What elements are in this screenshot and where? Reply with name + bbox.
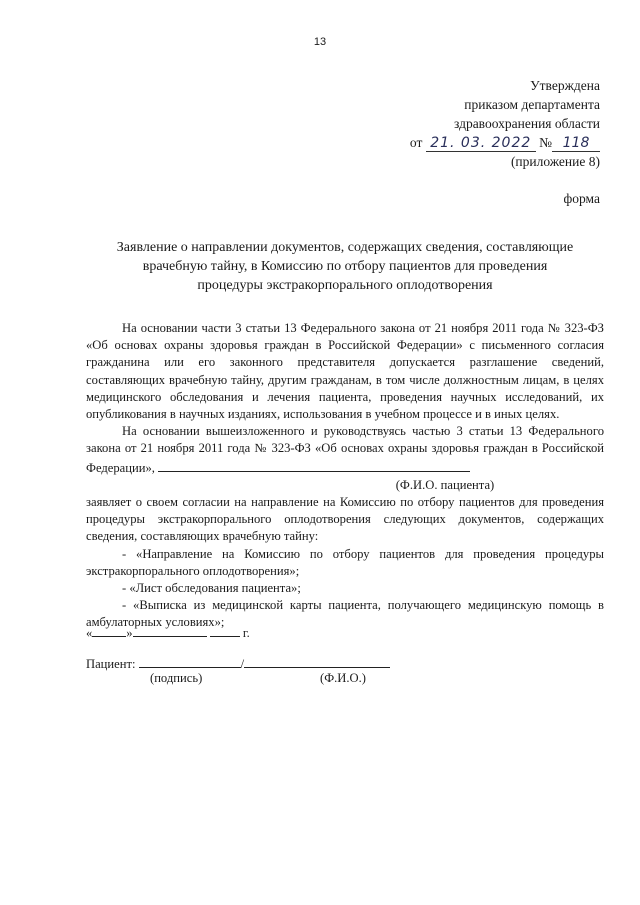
paragraph-legal-basis: На основании части 3 статьи 13 Федерального закона от 21 ноября 2011 года № 323-ФЗ «Об основах охраны здоровья граждан в Российской Федерации» с письменного согласия гражданина или его законного представителя допускается разглашение сведений, составляющих врачебную тайну, другим гражданам, в том числе должностным лицам, в целях медицинского обследования и лечения пациента, проведения научных исследований, их опубликования в научных изданиях, использования в учебном процессе и в иных целях. — [86, 321, 604, 422]
paragraph-consent-intro — [86, 423, 604, 477]
page-number: 13 — [313, 36, 327, 48]
signature-field[interactable] — [139, 655, 241, 668]
date-open-quote: « — [86, 626, 93, 640]
consent-intro-text: На основании вышеизложенного и руководствуясь частью 3 статьи 13 Федерального закона от 21 ноября 2011 года № 323-ФЗ «Об основах охраны здоровья граждан в Российской Федерации», — [86, 424, 604, 475]
document-list-item-3: - «Выписка из медицинской карты пациента, получающего медицинскую помощь в амбулаторных условиях»; — [86, 598, 604, 630]
day-field[interactable] — [92, 624, 126, 637]
document-list-item-2: - «Лист обследования пациента»; — [122, 581, 301, 596]
title-line-1: Заявление о направлении документов, содержащих сведения, составляющие — [116, 240, 574, 255]
number-prefix: № — [539, 135, 552, 150]
title-line-2: врачебную тайну, в Комиссию по отбору пациентов для проведения — [142, 259, 548, 274]
handwritten-number: 118 — [552, 135, 600, 152]
document-list-item-1: - «Направление на Комиссию по отбору пациентов для проведения процедуры экстракорпорального оплодотворения»; — [86, 546, 604, 578]
patient-name-field[interactable] — [158, 458, 470, 472]
document-title — [86, 238, 604, 295]
title-line-3: процедуры экстракорпорального оплодотворения — [197, 278, 493, 293]
date-close-quote: » — [126, 626, 133, 640]
month-field[interactable] — [133, 624, 207, 637]
patient-label: Пациент: — [86, 657, 136, 671]
paragraph-consent: заявляет о своем согласии на направление на Комиссию по отбору пациентов для проведения процедуры экстракорпорального оплодотворения следующих документов, содержащих сведения, составляющих врачебную тайну: — [86, 495, 604, 544]
year-field[interactable] — [210, 624, 240, 637]
signature-separator: / — [240, 657, 245, 671]
patient-name-caption: (Ф.И.О. пациента) — [395, 477, 495, 492]
patient-signature-line — [86, 655, 390, 672]
attachment-note: (приложение 8) — [510, 154, 600, 169]
date-line — [86, 624, 250, 641]
document-body — [86, 320, 604, 632]
patient-fio-field[interactable] — [244, 655, 390, 668]
fio-caption: (Ф.И.О.) — [320, 671, 366, 685]
approval-line-3: здравоохранения области — [453, 116, 600, 131]
approval-line-1: Утверждена — [530, 78, 600, 93]
year-suffix: г. — [242, 626, 250, 640]
approval-date-number-line — [410, 133, 600, 152]
handwritten-date: 21. 03. 2022 — [426, 135, 536, 152]
signature-caption: (подпись) — [150, 671, 203, 685]
form-label: форма — [563, 191, 600, 206]
approval-line-2: приказом департамента — [464, 97, 600, 112]
from-prefix: от — [409, 135, 423, 150]
approval-block — [410, 76, 600, 171]
